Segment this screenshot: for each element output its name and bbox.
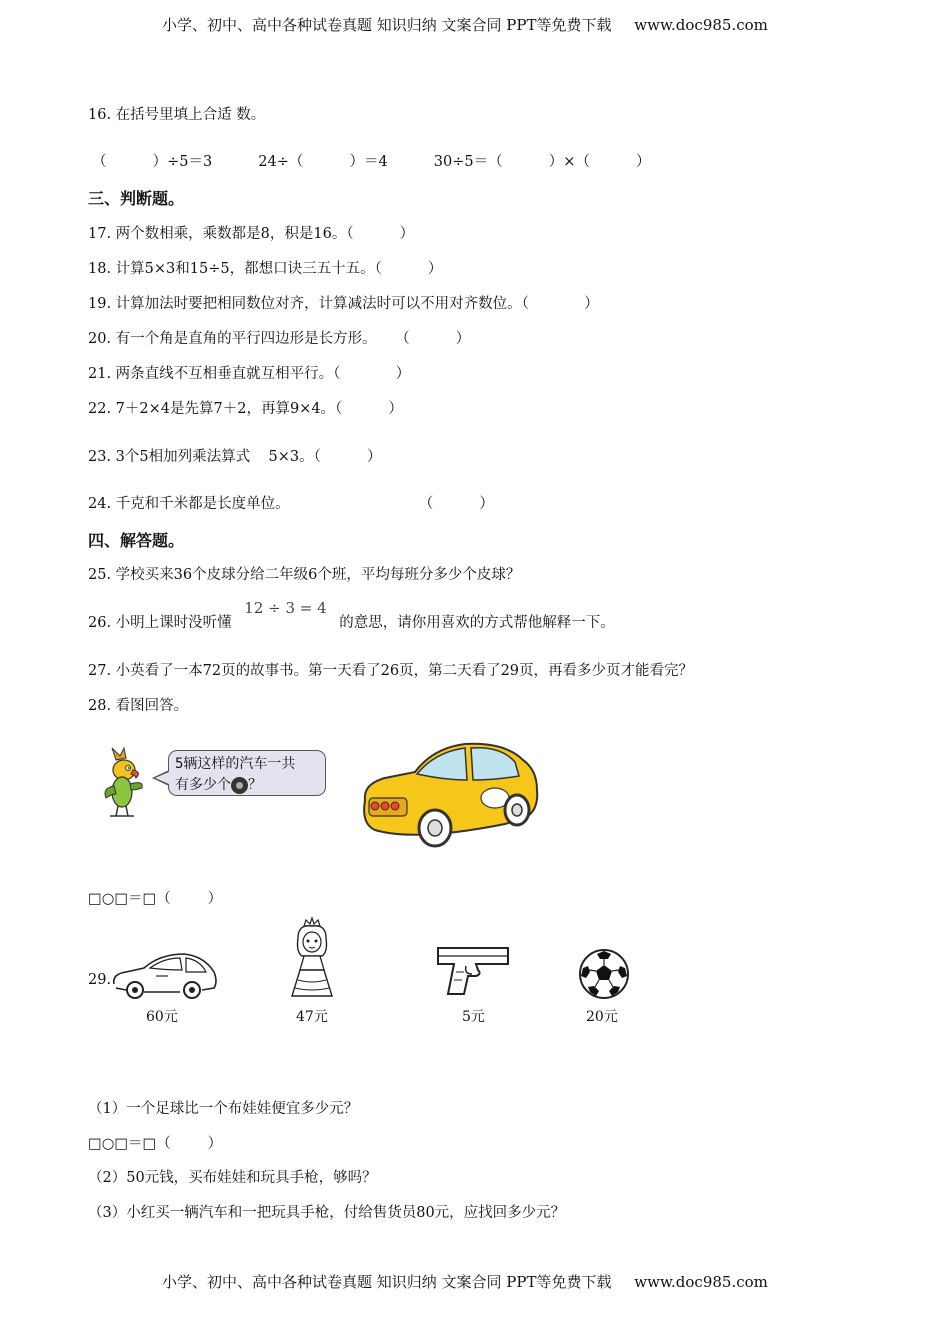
doll-icon [288, 918, 336, 1000]
judgment-24: 24. 千克和千米都是长度单位。 （ ） [88, 496, 494, 512]
judgment-21: 21. 两条直线不互相垂直就互相平行。（ ） [88, 366, 411, 382]
speech-bubble [168, 750, 326, 796]
question-29-sub-1: （1）一个足球比一个布娃娃便宜多少元？ [88, 1101, 359, 1117]
judgment-19: 19. 计算加法时要把相同数位对齐，计算减法时可以不用对齐数位。（ ） [88, 296, 599, 312]
wheel-icon [231, 777, 248, 794]
question-26-formula: 12 ÷ 3 = 4 [244, 599, 327, 617]
question-29-sub-3: （3）小红买一辆汽车和一把玩具手枪，付给售货员80元，应找回多少元？ [88, 1205, 566, 1221]
question-29-number: 29. [88, 972, 112, 988]
speech-bubble-tail-fill [155, 772, 169, 784]
toy-gun-icon [436, 944, 512, 998]
judgment-20: 20. 有一个角是直角的平行四边形是长方形。 （ ） [88, 331, 471, 347]
bubble-line-2: 有多少个 ？ [175, 777, 262, 793]
page-footer [162, 1271, 768, 1292]
section-4-title: 四、解答题。 [88, 531, 185, 550]
judgment-22: 22. 7＋2×4是先算7＋2，再算9×4。（ ） [88, 401, 403, 417]
header-text: 小学、初中、高中各种试卷真题 知识归纳 文案合同 PPT等免费下载 [162, 16, 612, 34]
yellow-car-icon [355, 740, 545, 852]
question-28-answer: □○□＝□（ ） [88, 891, 223, 907]
price-gun: 5元 [462, 1009, 485, 1025]
judgment-18: 18. 计算5×3和15÷5，都想口诀三五十五。（ ） [88, 261, 443, 277]
soccer-ball-icon [578, 948, 630, 1000]
judgment-23: 23. 3个5相加列乘法算式 5×3。（ ） [88, 449, 382, 465]
question-26 [88, 599, 615, 632]
footer-site[interactable]: www.doc985.com [634, 1273, 768, 1291]
question-29-sub-2: （2）50元钱，买布娃娃和玩具手枪，够吗？ [88, 1170, 377, 1186]
price-doll: 47元 [296, 1009, 328, 1025]
question-29-sub-1-answer: □○□＝□（ ） [88, 1136, 223, 1152]
price-ball: 20元 [586, 1009, 618, 1025]
page-header [162, 14, 768, 35]
question-16: 16. 在括号里填上合适 数。 [88, 107, 266, 123]
toy-car-icon [110, 948, 220, 1000]
judgment-17: 17. 两个数相乘，乘数都是8，积是16。（ ） [88, 226, 415, 242]
question-28: 28. 看图回答。 [88, 698, 189, 714]
question-25: 25. 学校买来36个皮球分给二年级6个班，平均每班分多少个皮球？ [88, 567, 521, 583]
bubble-line-1: 5辆这样的汽车一共 [175, 756, 296, 772]
question-26-suffix: 的意思，请你用喜欢的方式帮他解释一下。 [339, 615, 615, 631]
price-car: 60元 [146, 1009, 178, 1025]
section-3-title: 三、判断题。 [88, 189, 185, 208]
footer-text: 小学、初中、高中各种试卷真题 知识归纳 文案合同 PPT等免费下载 [162, 1273, 612, 1291]
header-site[interactable]: www.doc985.com [634, 16, 768, 34]
question-16-blanks: （ ）÷5＝3 24÷（ ）＝4 30÷5＝（ ）×（ ） [92, 154, 651, 170]
parrot-icon [98, 748, 158, 820]
question-26-prefix: 26. 小明上课时没听懂 [88, 615, 232, 631]
question-27: 27. 小英看了一本72页的故事书。第一天看了26页，第二天看了29页，再看多少页才能看完？ [88, 663, 694, 679]
